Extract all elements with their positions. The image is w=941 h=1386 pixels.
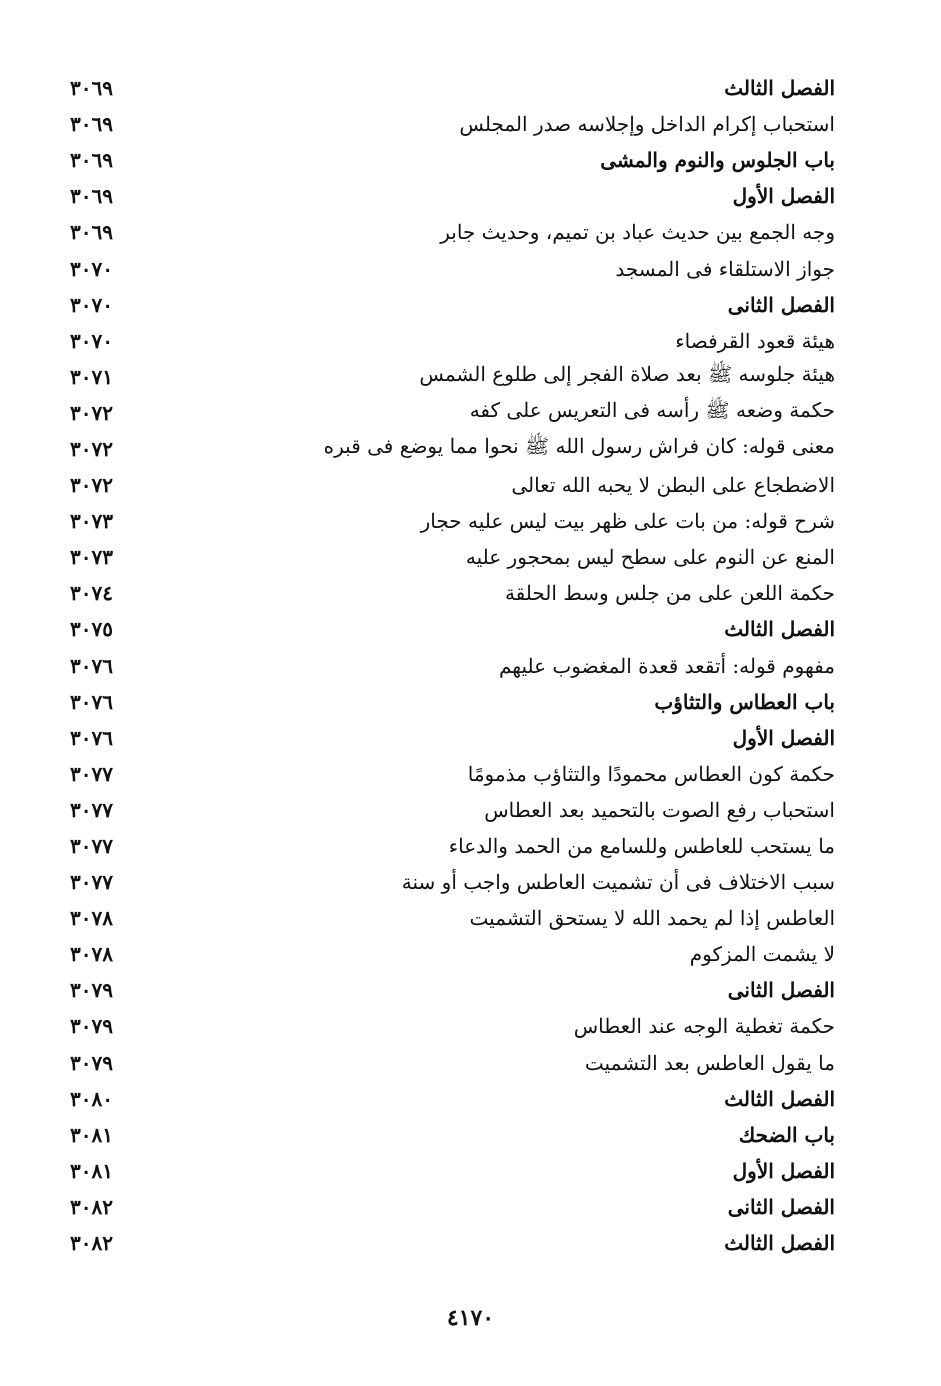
toc-entry-page: ٣٠٧٦: [70, 689, 113, 714]
toc-entry-row: [70, 539, 835, 575]
table-of-contents: [70, 70, 835, 1261]
toc-entry-row: [70, 756, 835, 792]
toc-entry-row: [70, 1045, 835, 1081]
toc-entry-title: هيئة جلوسه ﷺ بعد صلاة الفجر إلى طلوع الشمس: [419, 362, 835, 387]
toc-entry-page: ٣٠٧٠: [70, 292, 113, 317]
toc-entry-title: الفصل الثالث: [724, 1231, 835, 1256]
toc-entry-title: الفصل الثانى: [727, 1194, 835, 1219]
toc-heading-row: [70, 287, 835, 323]
toc-entry-title: الفصل الثالث: [724, 617, 835, 642]
toc-entry-row: [70, 1008, 835, 1044]
toc-entry-page: ٣٠٧٠: [70, 328, 113, 353]
toc-entry-title: هيئة قعود القرفصاء: [675, 328, 835, 353]
toc-heading-row: [70, 70, 835, 106]
toc-entry-row: [70, 431, 835, 467]
toc-entry-page: ٣٠٧٩: [70, 1050, 113, 1075]
toc-entry-row: [70, 323, 835, 359]
toc-entry-page: ٣٠٧٦: [70, 725, 113, 750]
toc-entry-page: ٣٠٨٢: [70, 1231, 113, 1256]
toc-entry-page: ٣٠٧٧: [70, 870, 113, 895]
toc-heading-row: [70, 972, 835, 1008]
toc-entry-page: ٣٠٨٠: [70, 1086, 113, 1111]
toc-entry-row: [70, 792, 835, 828]
toc-entry-row: [70, 467, 835, 503]
toc-entry-page: ٣٠٦٩: [70, 76, 113, 101]
toc-entry-page: ٣٠٧٦: [70, 653, 113, 678]
toc-entry-title: الفصل الثانى: [727, 292, 835, 317]
toc-entry-title: العاطس إذا لم يحمد الله لا يستحق التشميت: [469, 906, 835, 931]
toc-entry-page: ٣٠٨١: [70, 1158, 113, 1183]
toc-heading-row: [70, 611, 835, 647]
toc-entry-title: وجه الجمع بين حديث عباد بن تميم، وحديث جابر: [440, 220, 835, 245]
toc-entry-title: حكمة تغطية الوجه عند العطاس: [573, 1014, 835, 1039]
toc-entry-page: ٣٠٧٢: [70, 473, 113, 498]
toc-entry-row: [70, 106, 835, 142]
toc-entry-title: باب الضحك: [738, 1122, 835, 1147]
toc-entry-page: ٣٠٧٥: [70, 617, 113, 642]
toc-entry-page: ٣٠٦٩: [70, 220, 113, 245]
toc-entry-title: جواز الاستلقاء فى المسجد: [615, 256, 835, 281]
toc-entry-row: [70, 250, 835, 286]
toc-entry-row: [70, 359, 835, 395]
toc-entry-page: ٣٠٧٨: [70, 906, 113, 931]
toc-entry-page: ٣٠٨٢: [70, 1194, 113, 1219]
toc-entry-page: ٣٠٧٢: [70, 436, 113, 461]
toc-entry-page: ٣٠٨١: [70, 1122, 113, 1147]
toc-heading-row: [70, 1117, 835, 1153]
toc-entry-title: حكمة اللعن على من جلس وسط الحلقة: [504, 581, 835, 606]
toc-entry-page: ٣٠٧٣: [70, 509, 113, 534]
page-number: ٤١٧٠: [446, 1305, 495, 1331]
toc-heading-row: [70, 1225, 835, 1261]
toc-entry-title: باب العطاس والتثاؤب: [654, 689, 835, 714]
toc-heading-row: [70, 142, 835, 178]
toc-heading-row: [70, 1153, 835, 1189]
toc-entry-title: الفصل الأول: [732, 1158, 835, 1183]
toc-entry-title: الفصل الثالث: [724, 1086, 835, 1111]
toc-entry-page: ٣٠٧٧: [70, 761, 113, 786]
toc-entry-row: [70, 648, 835, 684]
toc-entry-title: ما يقول العاطس بعد التشميت: [584, 1050, 835, 1075]
toc-entry-title: المنع عن النوم على سطح ليس بمحجور عليه: [465, 545, 835, 570]
toc-entry-title: الاضطجاع على البطن لا يحبه الله تعالى: [511, 473, 835, 498]
toc-heading-row: [70, 720, 835, 756]
toc-entry-page: ٣٠٦٩: [70, 112, 113, 137]
toc-entry-title: الفصل الأول: [732, 184, 835, 209]
toc-entry-title: حكمة وضعه ﷺ رأسه فى التعريس على كفه: [469, 398, 835, 423]
toc-entry-title: استحباب رفع الصوت بالتحميد بعد العطاس: [484, 797, 835, 822]
toc-entry-page: ٣٠٦٩: [70, 184, 113, 209]
toc-entry-title: شرح قوله: من بات على ظهر بيت ليس عليه حجار: [420, 509, 835, 534]
toc-entry-title: الفصل الثانى: [727, 978, 835, 1003]
toc-entry-page: ٣٠٧٩: [70, 1014, 113, 1039]
toc-entry-title: ما يستحب للعاطس وللسامع من الحمد والدعاء: [448, 834, 835, 859]
toc-entry-page: ٣٠٧٧: [70, 797, 113, 822]
toc-entry-page: ٣٠٧٨: [70, 942, 113, 967]
toc-entry-row: [70, 936, 835, 972]
toc-entry-title: الفصل الأول: [732, 725, 835, 750]
toc-entry-page: ٣٠٧٩: [70, 978, 113, 1003]
toc-entry-title: لا يشمت المزكوم: [689, 942, 835, 967]
toc-entry-page: ٣٠٧٣: [70, 545, 113, 570]
toc-heading-row: [70, 178, 835, 214]
toc-entry-page: ٣٠٧٧: [70, 834, 113, 859]
toc-entry-page: ٣٠٧٤: [70, 581, 113, 606]
toc-entry-page: ٣٠٦٩: [70, 148, 113, 173]
toc-entry-title: معنى قوله: كان فراش رسول الله ﷺ نحوا مما يوضع فى قبره: [323, 434, 835, 459]
toc-heading-row: [70, 1189, 835, 1225]
toc-entry-title: حكمة كون العطاس محمودًا والتثاؤب مذمومًا: [467, 761, 835, 786]
toc-entry-row: [70, 503, 835, 539]
toc-entry-row: [70, 395, 835, 431]
toc-entry-row: [70, 575, 835, 611]
toc-entry-row: [70, 864, 835, 900]
toc-entry-title: باب الجلوس والنوم والمشى: [600, 148, 835, 173]
toc-entry-title: مفهوم قوله: أتقعد قعدة المغضوب عليهم: [498, 653, 835, 678]
toc-entry-title: سبب الاختلاف فى أن تشميت العاطس واجب أو سنة: [401, 870, 835, 895]
toc-heading-row: [70, 684, 835, 720]
toc-entry-row: [70, 214, 835, 250]
toc-entry-page: ٣٠٧٠: [70, 256, 113, 281]
toc-entry-title: استحباب إكرام الداخل وإجلاسه صدر المجلس: [459, 112, 835, 137]
toc-entry-row: [70, 900, 835, 936]
toc-entry-page: ٣٠٧٢: [70, 400, 113, 425]
toc-heading-row: [70, 1081, 835, 1117]
toc-entry-title: الفصل الثالث: [724, 76, 835, 101]
toc-entry-page: ٣٠٧١: [70, 364, 113, 389]
toc-entry-row: [70, 828, 835, 864]
